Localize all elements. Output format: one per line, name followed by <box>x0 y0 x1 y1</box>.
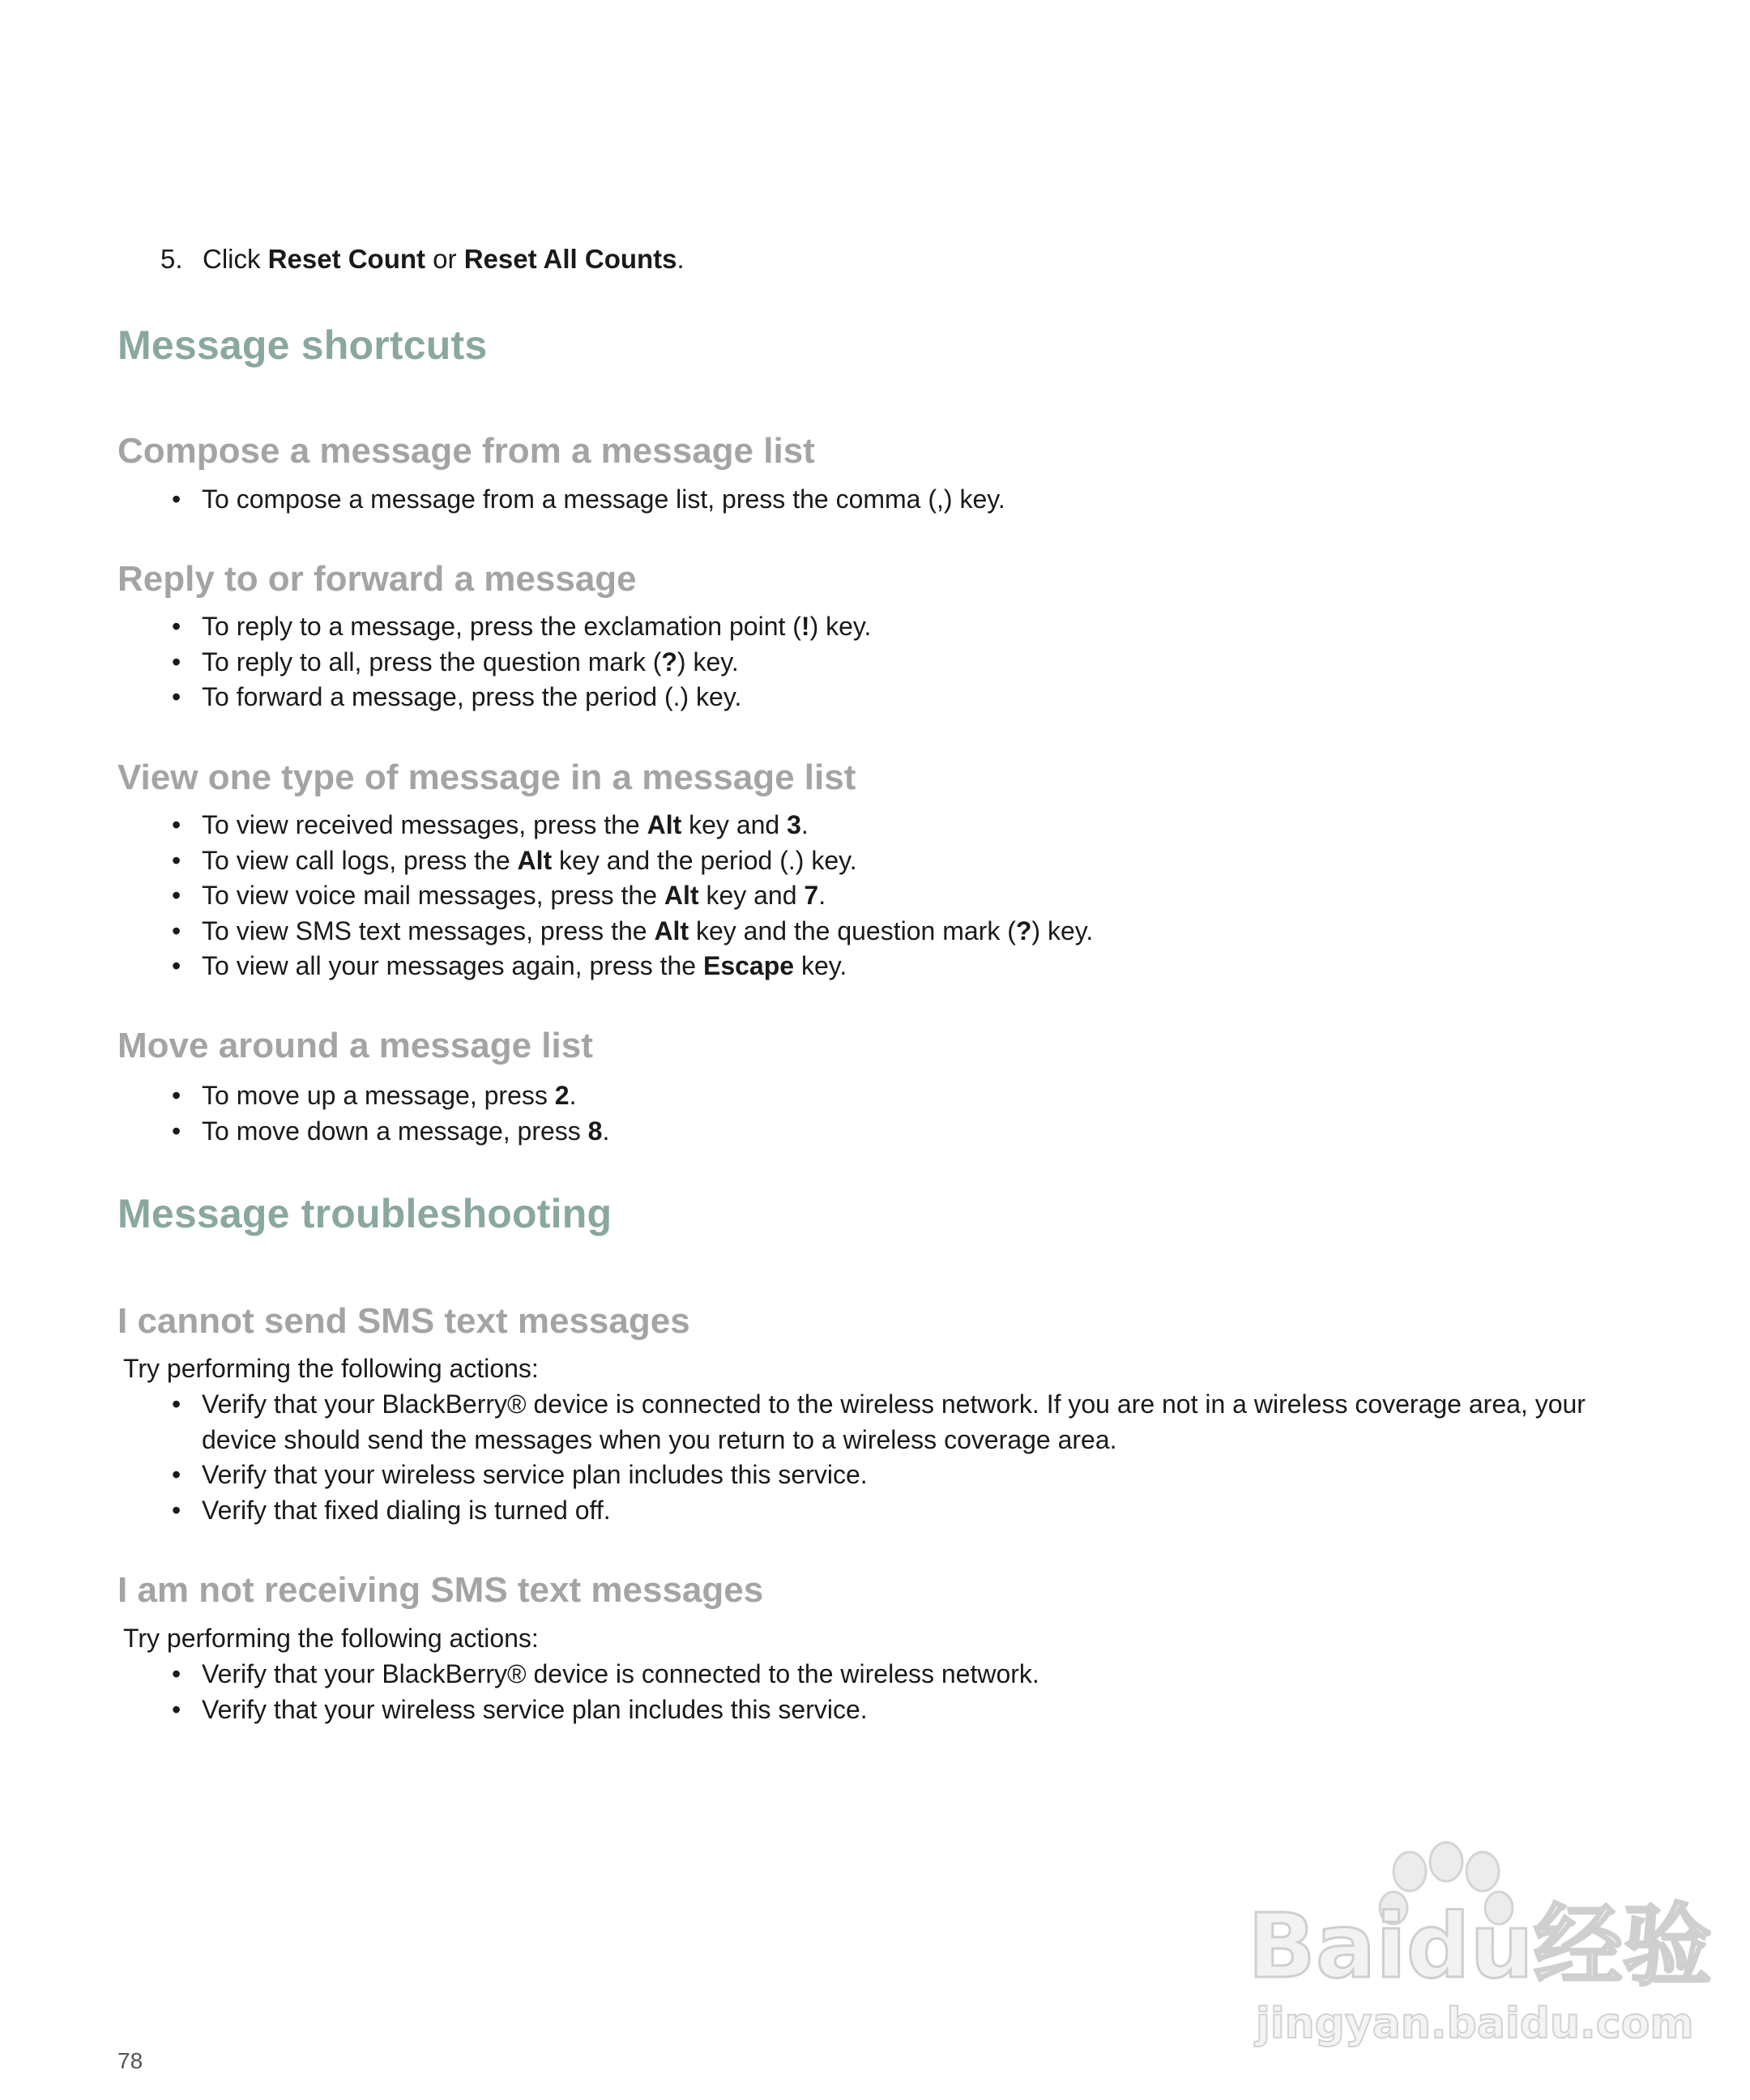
step-number: 5. <box>160 244 183 274</box>
list-item: • To move up a message, press 2. <box>166 1078 1649 1114</box>
list-item: • To view all your messages again, press the Escape key. <box>166 949 1649 984</box>
list-item: • To view call logs, press the Alt key and the period (.) key. <box>166 843 1649 879</box>
subheading-compose: Compose a message from a message list <box>117 431 815 471</box>
reset-all-counts-label: Reset All Counts <box>463 244 677 274</box>
list-item: • To forward a message, press the period (.) key. <box>166 680 1649 715</box>
watermark-brand-text: Baidu经验 <box>1248 1894 1712 1998</box>
list-item: • To view SMS text messages, press the Alt key and the question mark (?) key. <box>166 914 1649 950</box>
subheading-reply: Reply to or forward a message <box>117 559 637 599</box>
list-item: • Verify that your BlackBerry® device is connected to the wireless network. If you are not in a wireless coverage area, your device should send the messages when you return to a wireless coverage area. <box>166 1387 1649 1458</box>
list-item: • Verify that your BlackBerry® device is connected to the wireless network. <box>166 1657 1649 1692</box>
subheading-move-around: Move around a message list <box>117 1026 593 1065</box>
not-receiving-intro: Try performing the following actions: <box>123 1624 539 1653</box>
list-item: • Verify that your wireless service plan includes this service. <box>166 1692 1649 1728</box>
subheading-not-receiving: I am not receiving SMS text messages <box>117 1570 764 1610</box>
page-number: 78 <box>117 2048 143 2073</box>
watermark-url-text: jingyan.baidu.com <box>1256 2000 1694 2048</box>
list-item: • To reply to all, press the question mark (?) key. <box>166 645 1649 681</box>
baidu-watermark-logo <box>1240 1839 1712 2050</box>
list-item: • To view received messages, press the Alt key and 3. <box>166 808 1649 843</box>
list-item: • Verify that your wireless service plan includes this service. <box>166 1458 1649 1493</box>
subheading-view-type: View one type of message in a message list <box>117 758 856 797</box>
not-receiving-list <box>166 1657 1649 1727</box>
subheading-cannot-send: I cannot send SMS text messages <box>117 1301 690 1341</box>
list-item: • Verify that fixed dialing is turned off. <box>166 1493 1649 1529</box>
cannot-send-list <box>166 1387 1649 1528</box>
section-heading-troubleshooting: Message troubleshooting <box>117 1191 612 1236</box>
compose-list <box>166 482 1649 518</box>
cannot-send-intro: Try performing the following actions: <box>123 1354 539 1383</box>
list-item: • To view voice mail messages, press the Alt key and 7. <box>166 878 1649 914</box>
step-5: 5. Click Reset Count or Reset All Counts. <box>160 241 685 277</box>
list-item: • To reply to a message, press the exclamation point (!) key. <box>166 609 1649 645</box>
view-type-list <box>166 808 1649 984</box>
move-around-list <box>166 1078 1649 1149</box>
section-heading-message-shortcuts: Message shortcuts <box>117 322 488 368</box>
reply-list <box>166 609 1649 715</box>
list-item: • To move down a message, press 8. <box>166 1114 1649 1150</box>
reset-count-label: Reset Count <box>267 244 426 274</box>
list-item: • To compose a message from a message list, press the comma (,) key. <box>166 482 1649 518</box>
